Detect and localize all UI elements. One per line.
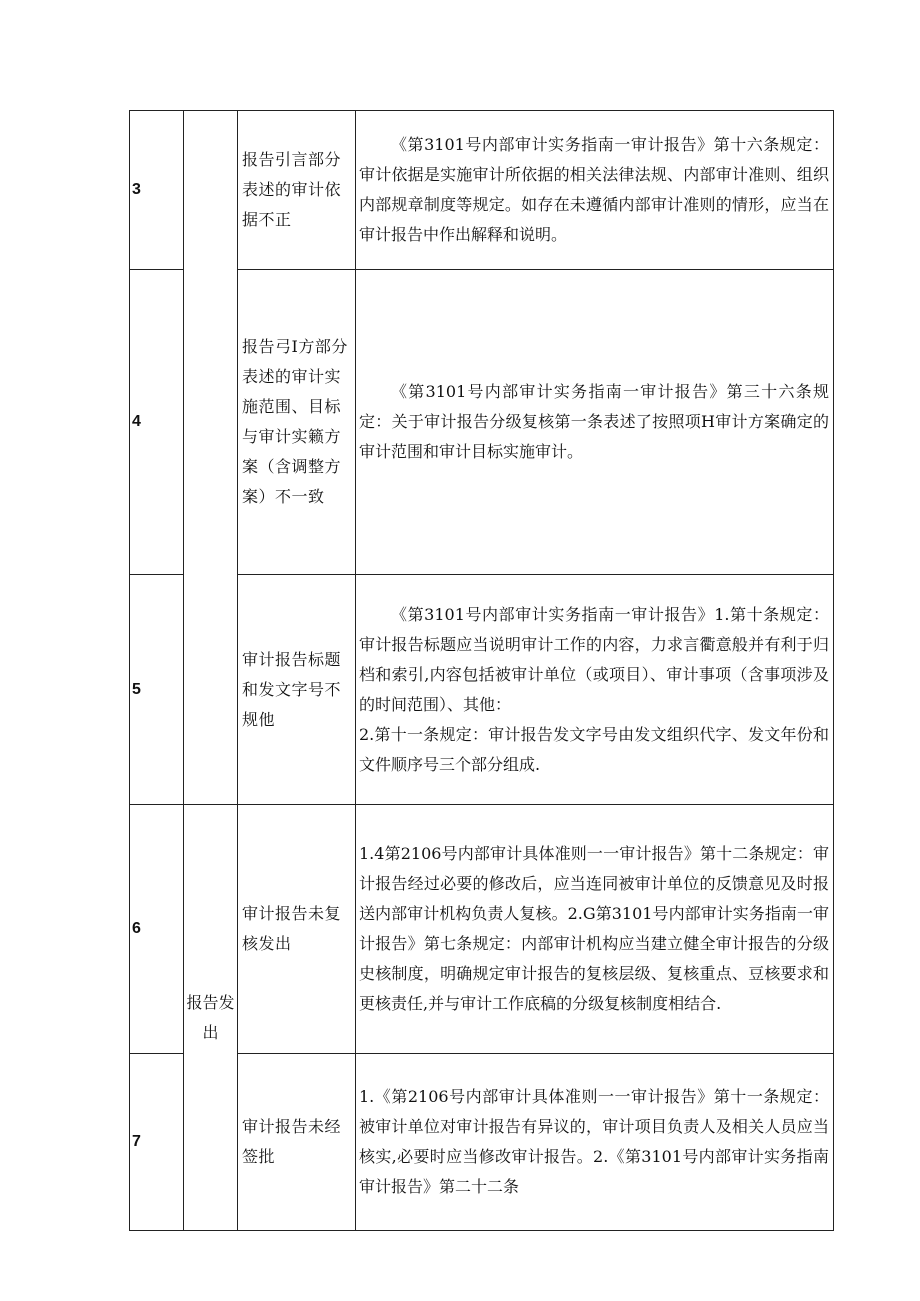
issue-text: 审计报告未复核发出 [238,805,356,1054]
basis-text: 《第3101号内部审计实务指南一审计报告》1.第十条规定：审计报告标题应当说明审计工作的内容，力求言衢意般并有利于归档和索引,内容包括被审计单位（或项目）、审计事项（含事项涉及的时间范围）、其他： [359,604,829,714]
issue-text: 报告引言部分表述的审计依据不正 [238,111,356,270]
issue-text: 审计报告未经签批 [238,1054,356,1231]
row-number: 3 [130,111,184,270]
audit-issues-table [129,110,834,1231]
category-cell-empty [184,111,238,805]
row-number: 4 [130,270,184,575]
basis-text: 《第3101号内部审计实务指南一审计报告》第三十六条规定：关于审计报告分级复核第一条表述了按照项H审计方案确定的审计范围和审计目标实施审计。 [356,270,834,575]
table-row [130,111,834,270]
basis-text: 1.4第2106号内部审计具体准则一一审计报告》第十二条规定：审计报告经过必要的修改后，应当连同被审计单位的反馈意见及时报送内部审计机构负责人复核。2.G第3101号内部审计实务指南一审计报告》第七条规定：内部审计机构应当建立健全审计报告的分级史核制度，明确规定审计报告的复核层级、复核重点、豆核要求和更核责任,并与审计工作底稿的分级复核制度相结合. [356,805,834,1054]
table-row [130,805,834,1054]
issue-text: 报告弓I方部分表述的审计实施范围、目标与审计实籁方案（含调整方案）不一致 [238,270,356,575]
basis-text-2: 2.第十一条规定：审计报告发文字号由发文组织代字、发文年份和文件顺序号三个部分组成. [359,724,829,774]
row-number: 6 [130,805,184,1054]
row-number: 5 [130,575,184,805]
category-label: 报告发出 [184,805,238,1231]
basis-cell [356,575,834,805]
row-number: 7 [130,1054,184,1231]
basis-text: 1.《第2106号内部审计具体准则一一审计报告》第十一条规定：被审计单位对审计报告有异议的，审计项目负责人及相关人员应当核实,必要时应当修改审计报告。2.《第3101号内部审计实务指南审计报告》第二十二条 [356,1054,834,1231]
basis-text: 《第3101号内部审计实务指南一审计报告》第十六条规定：审计依据是实施审计所依据的相关法律法规、内部审计准则、组织内部规章制度等规定。如存在未遵循内部审计准则的情形，应当在审计报告中作出解释和说明。 [356,111,834,270]
issue-text: 审计报告标题和发文字号不规他 [238,575,356,805]
